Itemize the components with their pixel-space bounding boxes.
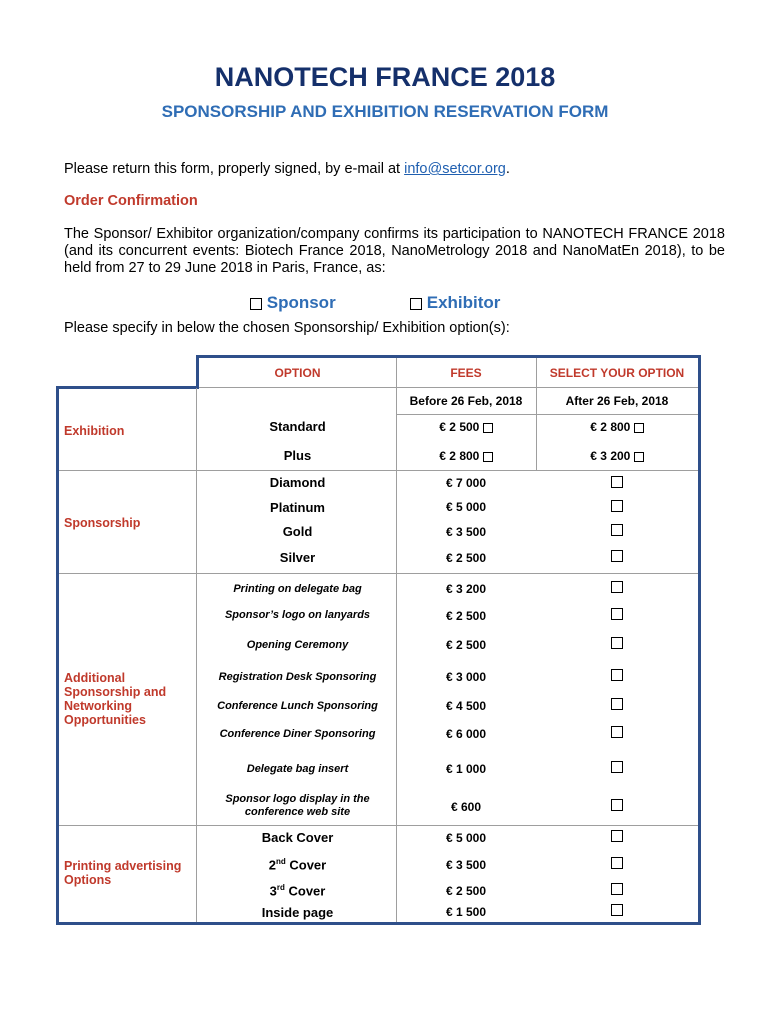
email-link[interactable]: info@setcor.org bbox=[404, 161, 506, 177]
option-logo-web-site: Sponsor logo display in the conference web site bbox=[225, 793, 370, 818]
checkbox-opening-ceremony[interactable] bbox=[611, 637, 623, 649]
option-back-cover: Back Cover bbox=[261, 830, 334, 845]
checkbox-logo-lanyards[interactable] bbox=[611, 608, 623, 620]
sponsor-choice-label: Sponsor bbox=[266, 293, 336, 312]
fee-2nd-cover: € 3 500 bbox=[445, 858, 487, 872]
order-confirmation-heading: Order Confirmation bbox=[64, 193, 198, 209]
option-silver: Silver bbox=[279, 550, 316, 565]
fee-standard-before-value: € 2 500 bbox=[439, 420, 480, 434]
intro-text-label: Please return this form, properly signed, by e-mail at bbox=[64, 161, 405, 177]
checkbox-gold[interactable] bbox=[611, 524, 623, 536]
option-2nd-cover-rest: Cover bbox=[285, 857, 327, 873]
checkbox-diamond[interactable] bbox=[611, 476, 623, 488]
checkbox-back-cover[interactable] bbox=[611, 830, 623, 842]
checkbox-inside-page[interactable] bbox=[611, 904, 623, 916]
checkbox-2nd-cover[interactable] bbox=[611, 857, 623, 869]
checkbox-plus-before[interactable] bbox=[483, 452, 493, 462]
fee-silver: € 2 500 bbox=[445, 551, 487, 565]
fee-logo-lanyards: € 2 500 bbox=[445, 609, 487, 623]
page-subtitle: SPONSORSHIP AND EXHIBITION RESERVATION FORM bbox=[161, 102, 609, 121]
fee-3rd-cover: € 2 500 bbox=[445, 884, 487, 898]
group-label-additional: Additional Sponsorship and Networking Opportunities bbox=[64, 671, 167, 727]
fee-plus-after bbox=[536, 449, 698, 463]
fee-plus-before bbox=[396, 449, 536, 463]
option-printing-delegate-bag: Printing on delegate bag bbox=[233, 583, 362, 595]
fee-plus-after-value: € 3 200 bbox=[590, 449, 631, 463]
intro-end: . bbox=[505, 161, 510, 177]
checkbox-logo-web-site[interactable] bbox=[611, 799, 623, 811]
fee-platinum: € 5 000 bbox=[445, 500, 487, 514]
column-header-fees: FEES bbox=[450, 366, 482, 380]
checkbox-printing-delegate-bag[interactable] bbox=[611, 581, 623, 593]
option-plus: Plus bbox=[283, 448, 312, 463]
after-date-header: After 26 Feb, 2018 bbox=[565, 394, 669, 408]
fee-conference-diner: € 6 000 bbox=[445, 727, 487, 741]
fee-opening-ceremony: € 2 500 bbox=[445, 638, 487, 652]
fee-standard-before bbox=[396, 420, 536, 434]
option-platinum: Platinum bbox=[270, 500, 325, 515]
option-registration-desk: Registration Desk Sponsoring bbox=[218, 671, 377, 683]
option-conference-diner: Conference Diner Sponsoring bbox=[219, 728, 376, 740]
fee-standard-after-value: € 2 800 bbox=[590, 420, 631, 434]
intro-text bbox=[64, 161, 510, 177]
option-diamond: Diamond bbox=[269, 475, 326, 490]
fee-delegate-bag-insert: € 1 000 bbox=[445, 762, 487, 776]
checkbox-standard-after[interactable] bbox=[634, 423, 644, 433]
option-3rd-cover bbox=[199, 883, 396, 898]
fee-back-cover: € 5 000 bbox=[445, 831, 487, 845]
column-header-select: SELECT YOUR OPTION bbox=[549, 366, 685, 380]
before-date-header: Before 26 Feb, 2018 bbox=[409, 394, 523, 408]
exhibitor-checkbox[interactable] bbox=[410, 298, 422, 310]
option-logo-lanyards: Sponsor’s logo on lanyards bbox=[224, 609, 371, 621]
fee-logo-web-site: € 600 bbox=[450, 800, 482, 814]
group-label-sponsorship: Sponsorship bbox=[64, 516, 141, 530]
option-2nd-cover-num: 2 bbox=[268, 857, 276, 873]
checkbox-3rd-cover[interactable] bbox=[611, 883, 623, 895]
column-header-option: OPTION bbox=[274, 366, 321, 380]
option-conference-lunch: Conference Lunch Sponsoring bbox=[217, 700, 378, 712]
order-confirmation-paragraph: The Sponsor/ Exhibitor organization/company confirms its participation to NANOTECH FRANCE 2018 (and its concurrent events: Biotech France 2018, NanoMetrology 2018 and NanoMatEn 2018), to be held from 27 to 29 June 2018 in Paris, France, as: bbox=[64, 226, 725, 276]
checkbox-silver[interactable] bbox=[611, 550, 623, 562]
option-3rd-cover-num: 3 bbox=[269, 883, 277, 899]
fee-registration-desk: € 3 000 bbox=[445, 670, 487, 684]
checkbox-registration-desk[interactable] bbox=[611, 669, 623, 681]
option-2nd-cover-sup: nd bbox=[275, 857, 286, 866]
checkbox-standard-before[interactable] bbox=[483, 423, 493, 433]
option-delegate-bag-insert: Delegate bag insert bbox=[246, 763, 349, 775]
option-2nd-cover bbox=[199, 857, 396, 872]
fee-standard-after bbox=[536, 420, 698, 434]
option-3rd-cover-rest: Cover bbox=[284, 883, 326, 899]
fee-plus-before-value: € 2 800 bbox=[439, 449, 480, 463]
fee-inside-page: € 1 500 bbox=[445, 905, 487, 919]
checkbox-conference-diner[interactable] bbox=[611, 726, 623, 738]
option-opening-ceremony: Opening Ceremony bbox=[246, 639, 349, 651]
group-label-exhibition: Exhibition bbox=[64, 424, 125, 438]
page-title: NANOTECH FRANCE 2018 bbox=[214, 62, 556, 92]
fee-conference-lunch: € 4 500 bbox=[445, 699, 487, 713]
option-gold: Gold bbox=[282, 524, 313, 539]
checkbox-plus-after[interactable] bbox=[634, 452, 644, 462]
exhibitor-choice-label: Exhibitor bbox=[426, 293, 501, 312]
checkbox-delegate-bag-insert[interactable] bbox=[611, 761, 623, 773]
option-3rd-cover-sup: rd bbox=[276, 883, 285, 892]
exhibitor-choice[interactable] bbox=[410, 293, 500, 313]
fee-gold: € 3 500 bbox=[445, 525, 487, 539]
fee-printing-delegate-bag: € 3 200 bbox=[445, 582, 487, 596]
specify-text: Please specify in below the chosen Sponsorship/ Exhibition option(s): bbox=[64, 320, 510, 336]
checkbox-conference-lunch[interactable] bbox=[611, 698, 623, 710]
option-inside-page: Inside page bbox=[261, 905, 334, 920]
sponsor-choice[interactable] bbox=[250, 293, 336, 313]
option-standard: Standard bbox=[269, 419, 326, 434]
checkbox-platinum[interactable] bbox=[611, 500, 623, 512]
sponsor-checkbox[interactable] bbox=[250, 298, 262, 310]
group-label-printing: Printing advertising Options bbox=[64, 859, 182, 887]
fee-diamond: € 7 000 bbox=[445, 476, 487, 490]
